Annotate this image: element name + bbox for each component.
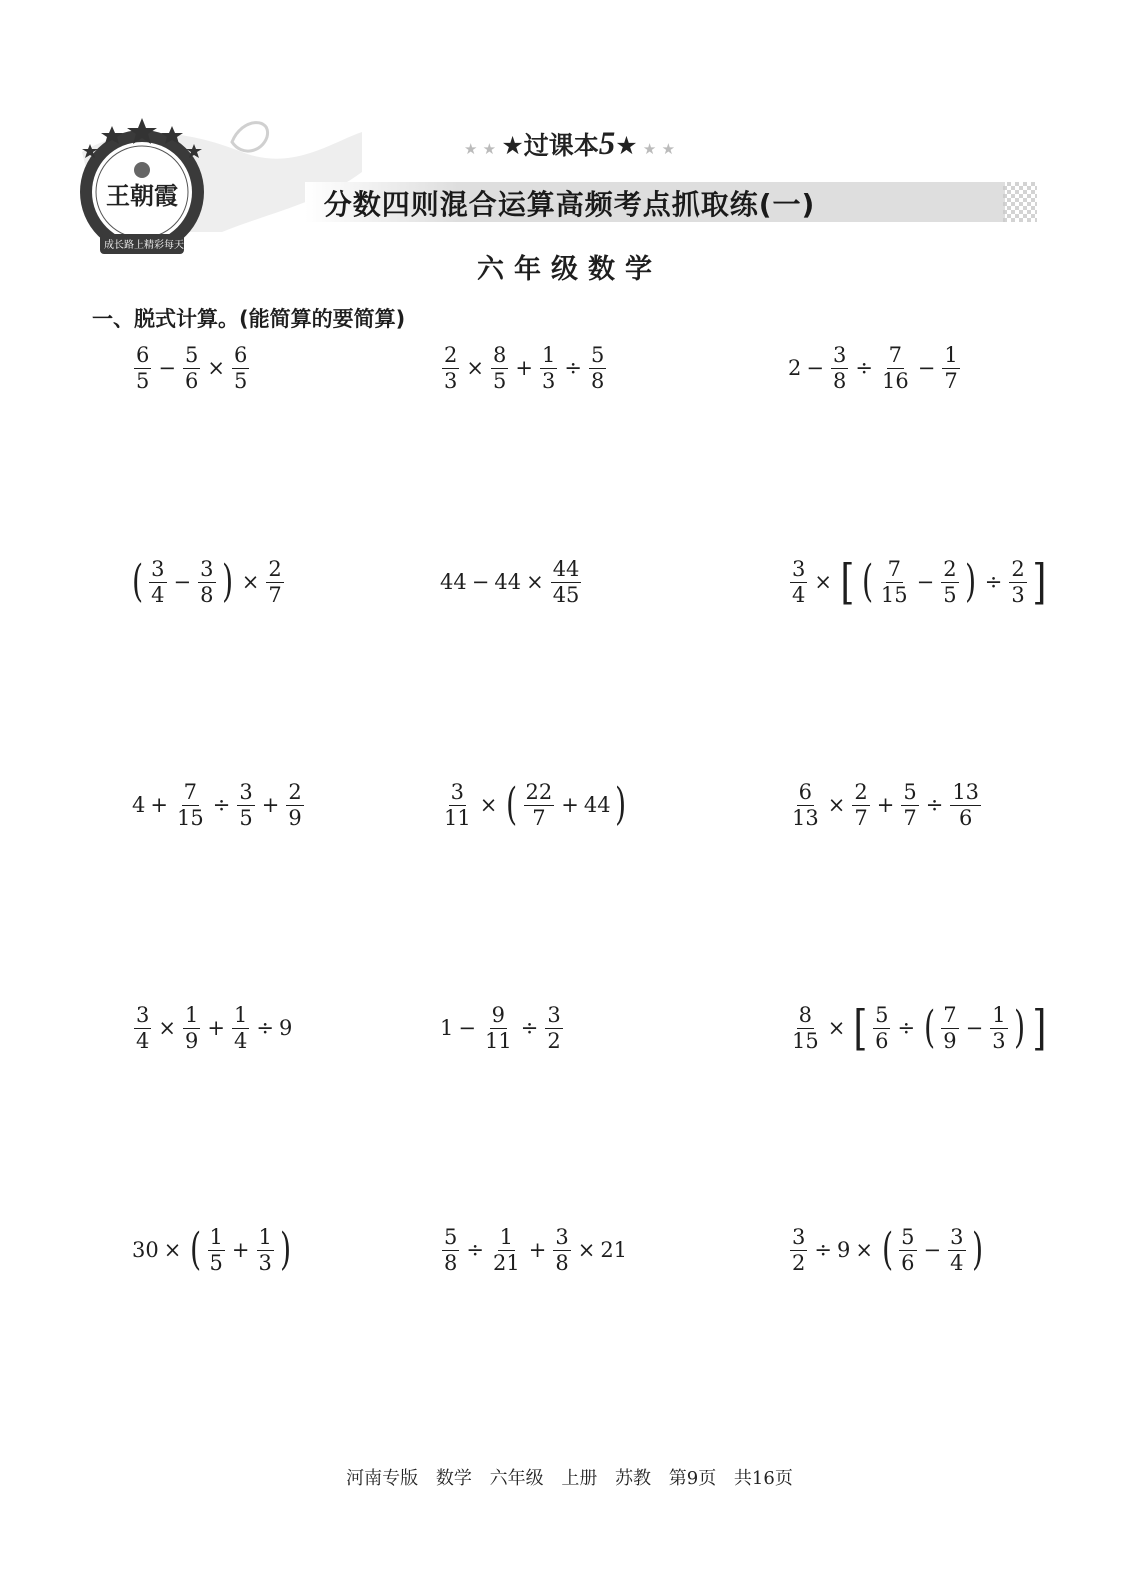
whole-number: 44 (440, 570, 467, 595)
numerator: 6 (136, 343, 150, 367)
denominator: 5 (239, 805, 253, 830)
bracket: ] (1032, 1000, 1047, 1057)
numerator: 5 (444, 1225, 458, 1249)
numerator: 22 (525, 780, 553, 804)
denominator: 2 (547, 1028, 561, 1053)
numerator: 2 (854, 780, 868, 804)
bracket: ( (190, 1224, 202, 1276)
operator: × (163, 1238, 182, 1263)
denominator: 45 (552, 582, 580, 607)
operator: ÷ (925, 793, 944, 818)
fraction (880, 344, 911, 392)
bracket: ] (1032, 554, 1047, 611)
fraction (879, 558, 910, 606)
fraction (491, 1226, 522, 1274)
numerator: 3 (450, 780, 465, 804)
fraction (286, 781, 303, 829)
fraction (873, 1004, 890, 1052)
problem-13 (132, 1226, 295, 1274)
whole-number: 2 (788, 356, 802, 381)
operator: + (876, 793, 895, 818)
denominator: 5 (209, 1250, 223, 1275)
bracket: [ (853, 1000, 868, 1057)
operator: ÷ (256, 1016, 274, 1041)
numerator: 7 (887, 557, 901, 581)
problem-6 (788, 554, 1050, 611)
section-heading: 一、脱式计算。(能简算的要简算) (92, 307, 406, 331)
numerator: 2 (943, 557, 957, 581)
operator: × (207, 356, 225, 381)
numerator: 3 (547, 1003, 561, 1027)
denominator: 4 (151, 582, 165, 607)
logo-ribbon-left: 成长路上 (104, 240, 144, 251)
problem-11 (440, 1004, 565, 1052)
bracket: [ (840, 554, 855, 611)
problem-10 (132, 1004, 292, 1052)
denominator: 11 (484, 1028, 512, 1053)
denominator: 11 (444, 805, 471, 830)
numerator: 1 (499, 1225, 514, 1249)
fraction (491, 344, 508, 392)
logo-text: 王朝霞 (106, 181, 178, 210)
fraction (208, 1226, 225, 1274)
operator: + (528, 1238, 547, 1263)
numerator: 6 (233, 343, 248, 367)
denominator: 16 (881, 368, 909, 393)
operator: × (827, 793, 846, 818)
numerator: 3 (200, 557, 214, 581)
denominator: 5 (233, 368, 248, 393)
denominator: 4 (136, 1028, 150, 1053)
fraction (852, 781, 869, 829)
operator: × (855, 1238, 873, 1263)
numerator: 2 (268, 557, 282, 581)
numerator: 1 (233, 1003, 248, 1027)
fraction (183, 1004, 200, 1052)
problem-9 (788, 781, 983, 829)
bracket: ( (506, 779, 518, 831)
fraction (790, 558, 807, 606)
fraction (198, 558, 215, 606)
operator: ÷ (520, 1016, 539, 1041)
operator: + (515, 356, 533, 381)
problem-12 (788, 1000, 1050, 1057)
numerator: 3 (555, 1225, 569, 1249)
problem-3 (788, 344, 962, 392)
denominator: 7 (268, 582, 282, 607)
operator: × (241, 570, 260, 595)
numerator: 5 (901, 1225, 915, 1249)
denominator: 15 (176, 805, 204, 830)
denominator: 6 (875, 1028, 889, 1053)
numerator: 3 (792, 557, 806, 581)
fraction (524, 781, 555, 829)
numerator: 5 (590, 343, 605, 367)
numerator: 8 (798, 1003, 813, 1027)
fraction (790, 781, 821, 829)
fraction (134, 344, 151, 392)
operator: ÷ (212, 793, 231, 818)
fraction (483, 1004, 514, 1052)
denominator: 6 (184, 368, 199, 393)
page-footer: 河南专版 数学 六年级 上册 苏教 第9页 共16页 (346, 1468, 793, 1489)
numerator: 2 (1011, 557, 1025, 581)
operator: + (207, 1016, 225, 1041)
operator: − (923, 1238, 942, 1263)
fraction (134, 1004, 151, 1052)
bracket: ) (964, 556, 976, 608)
numerator: 1 (184, 1003, 199, 1027)
denominator: 7 (903, 805, 917, 830)
numerator: 5 (903, 780, 917, 804)
problem-4 (128, 558, 286, 606)
numerator: 1 (992, 1003, 1006, 1027)
whole-number: 44 (583, 793, 611, 818)
problem-2 (440, 344, 608, 392)
fraction (442, 1226, 459, 1274)
numerator: 1 (541, 343, 556, 367)
denominator: 15 (792, 1028, 819, 1053)
bracket: ( (881, 1224, 894, 1276)
operator: − (458, 1016, 476, 1041)
denominator: 21 (492, 1250, 520, 1275)
denominator: 4 (950, 1250, 964, 1275)
fraction (950, 781, 981, 829)
denominator: 4 (233, 1028, 248, 1053)
kicker-number: 5 (598, 126, 616, 162)
denominator: 9 (288, 805, 302, 830)
fraction (442, 344, 459, 392)
denominator: 7 (854, 805, 868, 830)
operator: × (466, 356, 484, 381)
fraction (899, 1226, 916, 1274)
operator: + (261, 793, 280, 818)
operator: − (173, 570, 192, 595)
numerator: 1 (258, 1225, 272, 1249)
denominator: 3 (444, 368, 458, 393)
operator: ÷ (855, 356, 873, 381)
numerator: 13 (952, 780, 980, 804)
fraction (237, 781, 254, 829)
operator: ÷ (814, 1238, 832, 1263)
numerator: 1 (944, 343, 958, 367)
denominator: 5 (136, 368, 150, 393)
denominator: 6 (958, 805, 973, 830)
denominator: 5 (943, 582, 957, 607)
fraction (175, 781, 206, 829)
page-title: 分数四则混合运算高频考点抓取练(一) (323, 188, 816, 221)
numerator: 2 (288, 780, 302, 804)
denominator: 13 (792, 805, 819, 830)
fraction (942, 344, 959, 392)
denominator: 3 (1011, 582, 1025, 607)
fraction (941, 558, 958, 606)
fraction (941, 1004, 958, 1052)
denominator: 8 (832, 368, 847, 393)
whole-number: 30 (132, 1238, 159, 1263)
fraction (948, 1226, 965, 1274)
numerator: 5 (875, 1003, 889, 1027)
problem-7 (132, 781, 306, 829)
operator: + (561, 793, 579, 818)
fraction (257, 1226, 274, 1274)
operator: ÷ (564, 356, 582, 381)
numerator: 9 (491, 1003, 506, 1027)
operator: ÷ (984, 570, 1003, 595)
denominator: 3 (541, 368, 556, 393)
denominator: 8 (444, 1250, 458, 1275)
fraction (990, 1004, 1007, 1052)
kicker-text: 过课本 (523, 131, 599, 160)
denominator: 2 (792, 1250, 806, 1275)
fraction (545, 1004, 562, 1052)
fraction (183, 344, 200, 392)
operator: × (577, 1238, 596, 1263)
numerator: 7 (888, 343, 903, 367)
fraction (790, 1004, 821, 1052)
problem-14 (440, 1226, 627, 1274)
denominator: 9 (943, 1028, 957, 1053)
numerator: 3 (151, 557, 165, 581)
operator: × (158, 1016, 176, 1041)
numerator: 3 (950, 1225, 964, 1249)
denominator: 3 (258, 1250, 272, 1275)
numerator: 2 (444, 343, 458, 367)
denominator: 7 (532, 805, 546, 830)
operator: ÷ (897, 1016, 916, 1041)
problem-8 (440, 781, 630, 829)
numerator: 44 (552, 557, 580, 581)
operator: + (231, 1238, 250, 1263)
whole-number: 9 (836, 1238, 851, 1263)
operator: − (158, 356, 176, 381)
denominator: 7 (944, 368, 958, 393)
fraction (831, 344, 848, 392)
fraction (442, 781, 473, 829)
fraction (266, 558, 283, 606)
numerator: 8 (492, 343, 507, 367)
fraction (149, 558, 166, 606)
operator: × (814, 570, 832, 595)
bracket: ) (1013, 1002, 1025, 1054)
whole-number: 44 (494, 570, 522, 595)
numerator: 3 (832, 343, 847, 367)
fraction (232, 344, 249, 392)
operator: − (806, 356, 824, 381)
numerator: 5 (184, 343, 199, 367)
whole-number: 9 (278, 1016, 293, 1041)
operator: − (471, 570, 490, 595)
fraction (553, 1226, 570, 1274)
operator: × (479, 793, 498, 818)
operator: × (827, 1016, 846, 1041)
whole-number: 4 (132, 793, 146, 818)
denominator: 8 (555, 1250, 569, 1275)
whole-number: 1 (440, 1016, 454, 1041)
problem-5 (440, 558, 583, 606)
problem-1 (132, 344, 251, 392)
denominator: 5 (492, 368, 507, 393)
denominator: 4 (792, 582, 806, 607)
bracket: ( (861, 556, 873, 608)
operator: + (150, 793, 168, 818)
logo-ribbon-right: 精彩每天 (144, 240, 184, 251)
bracket: ( (132, 556, 144, 608)
numerator: 6 (798, 780, 813, 804)
bracket: ) (614, 779, 626, 831)
operator: − (965, 1016, 984, 1041)
numerator: 7 (183, 780, 198, 804)
denominator: 8 (200, 582, 214, 607)
operator: ÷ (466, 1238, 484, 1263)
numerator: 3 (136, 1003, 150, 1027)
operator: − (916, 570, 935, 595)
fraction (790, 1226, 807, 1274)
numerator: 3 (239, 780, 253, 804)
bracket: ) (279, 1224, 292, 1276)
bracket: ( (924, 1002, 936, 1054)
fraction (901, 781, 918, 829)
denominator: 9 (184, 1028, 199, 1053)
operator: × (526, 570, 544, 595)
denominator: 3 (992, 1028, 1006, 1053)
numerator: 3 (792, 1225, 806, 1249)
page-subtitle: 六年级数学 (477, 254, 662, 285)
whole-number: 21 (600, 1238, 628, 1263)
denominator: 8 (590, 368, 605, 393)
fraction (589, 344, 606, 392)
fraction (540, 344, 557, 392)
denominator: 15 (880, 582, 908, 607)
problem-15 (788, 1226, 987, 1274)
series-kicker: ★ ★ ★过课本5★ ★ ★ (463, 126, 676, 162)
operator: − (917, 356, 936, 381)
fraction (232, 1004, 249, 1052)
numerator: 1 (209, 1225, 223, 1249)
numerator: 7 (943, 1003, 957, 1027)
bracket: ) (971, 1224, 983, 1276)
bracket: ) (221, 556, 233, 608)
fraction (551, 558, 582, 606)
fraction (1009, 558, 1026, 606)
denominator: 6 (901, 1250, 915, 1275)
